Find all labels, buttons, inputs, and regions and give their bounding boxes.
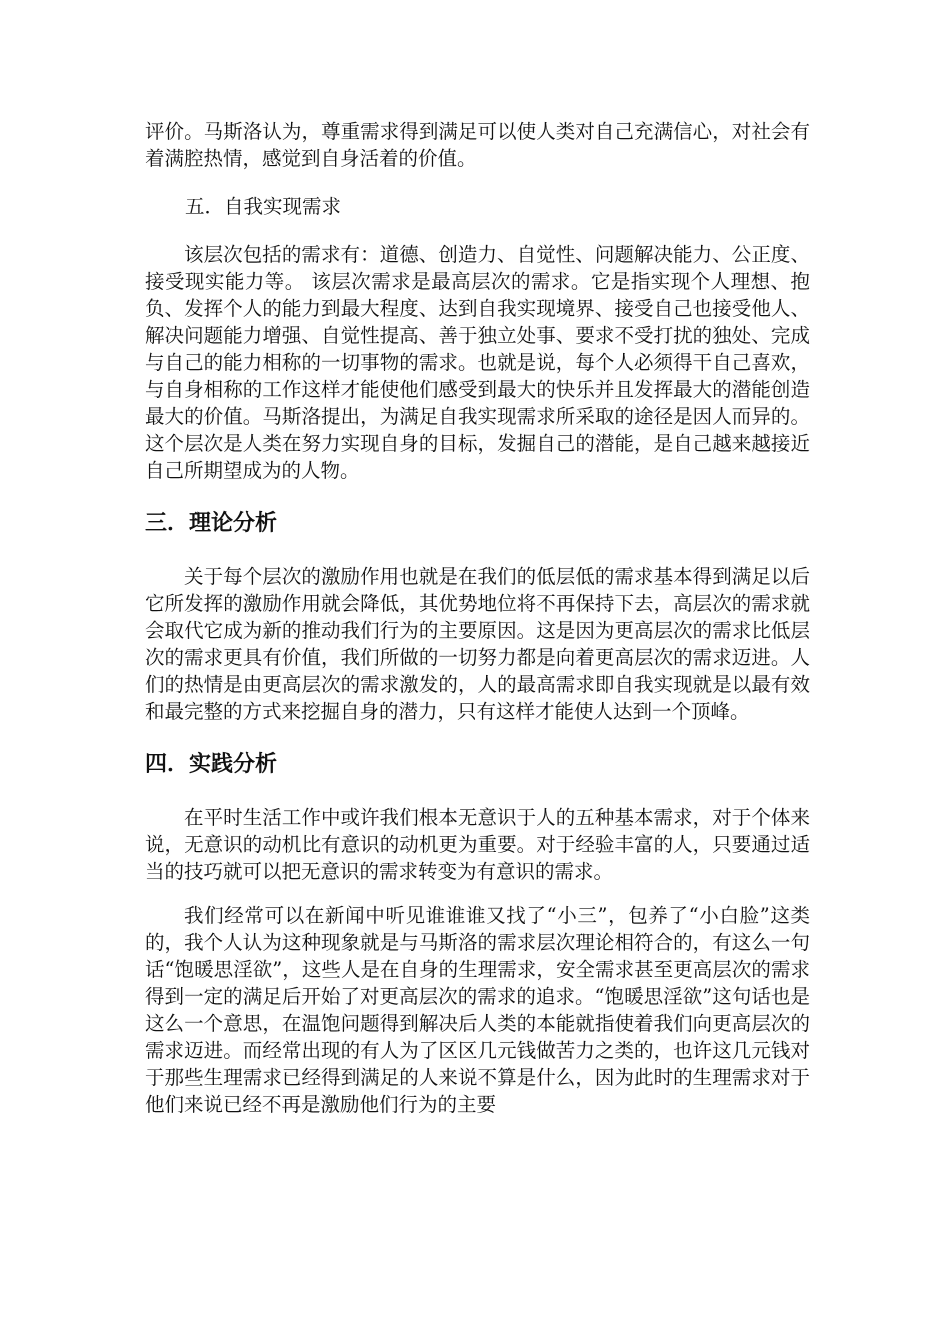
self-actualization-paragraph: 该层次包括的需求有：道德、创造力、自觉性、问题解决能力、公正度、接受现实能力等。 该层次需求是最高层次的需求。它是指实现个人理想、抱负、发挥个人的能力到最大程度、达到自我实现境界、接受自己也接受他人、解决问题能力增强、自觉性提高、善于独立处事、要求不受打扰的独处、完成与自己的能力相称的一切事物的需求。也就是说，每个人必须得干自己喜欢，与自身相称的工作这样才能使他们感受到最大的快乐并且发挥最大的潜能创造最大的价值。马斯洛提出，为满足自我实现需求所采取的途径是因人而异的。这个层次是人类在努力实现自身的目标，发掘自己的潜能，是自己越来越接近自己所期望成为的人物。 bbox=[145, 243, 810, 482]
practice-analysis-heading: 四．实践分析 bbox=[145, 752, 278, 777]
practice-analysis-paragraph-2: 我们经常可以在新闻中听见谁谁谁又找了“小三”，包养了“小白脸”这类的，我个人认为这种现象就是与马斯洛的需求层次理论相符合的，有这么一句话“饱暖思淫欲”，这些人是在自身的生理需求，安全需求甚至更高层次的需求得到一定的满足后开始了对更高层次的需求的追求。“饱暖思淫欲”这句话也是这么一个意思，在温饱问题得到解决后人类的本能就指使着我们向更高层次的需求迈进。而经常出现的有人为了区区几元钱做苦力之类的，也许这几元钱对于那些生理需求已经得到满足的人来说不算是什么，因为此时的生理需求对于他们来说已经不再是激励他们行为的主要 bbox=[145, 904, 810, 1116]
self-actualization-subheading: 五．自我实现需求 bbox=[185, 195, 342, 218]
practice-analysis-paragraph-1: 在平时生活工作中或许我们根本无意识于人的五种基本需求，对于个体来说，无意识的动机比有意识的动机更为重要。对于经验丰富的人，只要通过适当的技巧就可以把无意识的需求转变为有意识的需求。 bbox=[145, 806, 810, 883]
theory-analysis-paragraph: 关于每个层次的激励作用也就是在我们的低层低的需求基本得到满足以后它所发挥的激励作用就会降低，其优势地位将不再保持下去，高层次的需求就会取代它成为新的推动我们行为的主要原因。这是因为更高层次的需求比低层次的需求更具有价值，我们所做的一切努力都是向着更高层次的需求迈进。人们的热情是由更高层次的需求激发的，人的最高需求即自我实现就是以最有效和最完整的方式来挖掘自身的潜力，只有这样才能使人达到一个顶峰。 bbox=[145, 565, 810, 723]
theory-analysis-heading: 三．理论分析 bbox=[145, 511, 278, 536]
esteem-needs-continuation-paragraph: 评价。马斯洛认为，尊重需求得到满足可以使人类对自己充满信心，对社会有着满腔热情，感觉到自身活着的价值。 bbox=[145, 120, 810, 170]
document-body bbox=[145, 118, 810, 1118]
